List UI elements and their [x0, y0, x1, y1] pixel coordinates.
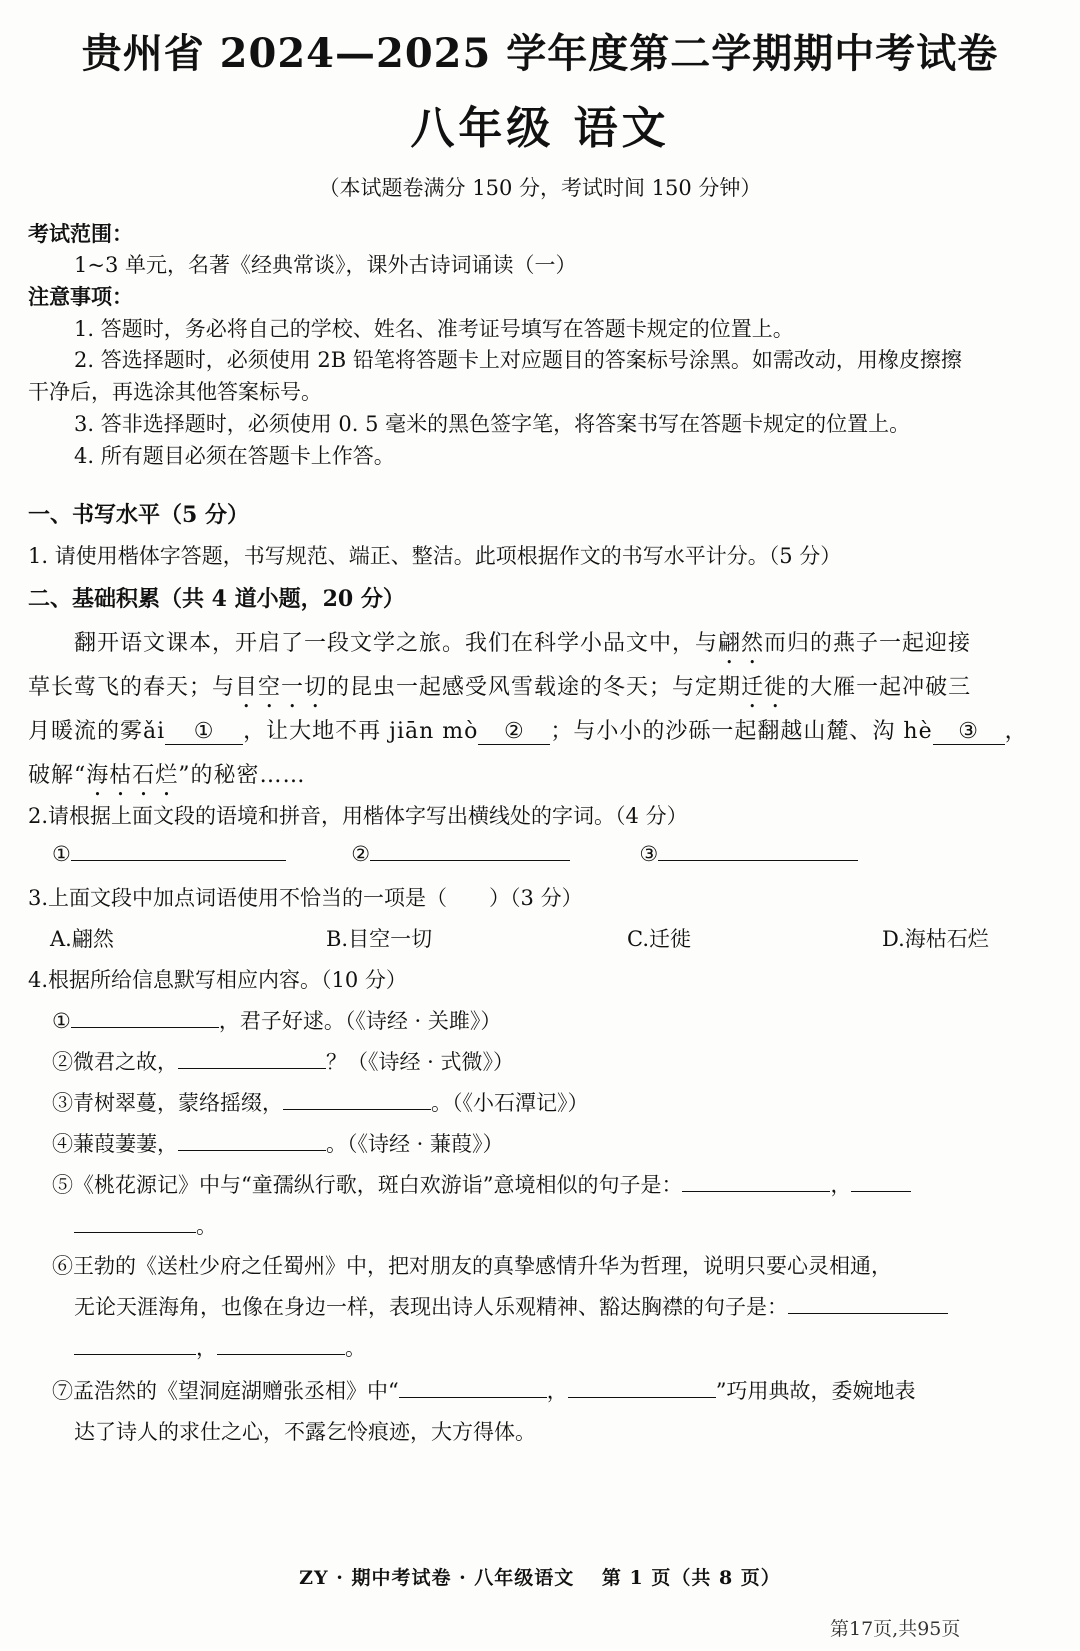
recite-item-6-cont2	[74, 1332, 1080, 1362]
item-text: ？（《诗经 · 式微》）	[326, 1050, 515, 1074]
answer-marker-3: ③	[639, 842, 659, 866]
passage-text: 破解“	[28, 763, 87, 788]
recite-blank[interactable]	[71, 1027, 219, 1028]
page-subtitle: 八年级 语文	[410, 103, 670, 154]
scope-label: 考试范围：	[28, 221, 133, 246]
item-text: ，	[830, 1173, 852, 1197]
item-text: ，君子好逑。（《诗经 · 关雎》）	[218, 1009, 502, 1033]
recite-blank[interactable]	[74, 1232, 196, 1233]
page-footer: ZY · 期中考试卷 · 八年级语文 第 1 页（共 8 页）	[299, 1567, 781, 1589]
recite-item-7-cont: 达了诗人的求仕之心，不露乞怜痕迹，大方得体。	[74, 1420, 536, 1444]
passage-text: 的大雁一起冲破三	[787, 675, 972, 700]
passage-line-2	[28, 670, 1058, 713]
recite-blank[interactable]	[178, 1150, 326, 1151]
item-text: ⑤《桃花源记》中与“童孺纵行歌，斑白欢游诣”意境相似的句子是：	[52, 1173, 683, 1197]
recite-item-6: ⑥王勃的《送杜少府之任蜀州》中，把对朋友的真挚感情升华为哲理，说明只要心灵相通，	[52, 1254, 892, 1278]
item-text: ③青树翠蔓，蒙络摇缀，	[52, 1091, 283, 1115]
recite-item-5-cont	[74, 1210, 1080, 1240]
passage-text: ；与小小的沙砾一起翻越山麓、沟 hè	[550, 719, 933, 744]
option-b[interactable]: B.目空一切	[326, 927, 433, 951]
notes-label: 注意事项：	[28, 284, 133, 309]
item-text: 。（《诗经 · 蒹葭》）	[326, 1132, 504, 1156]
passage-line-4	[28, 758, 1058, 801]
dotted-word-3: 迁徙	[741, 675, 788, 700]
item-text: ⑦孟浩然的《望洞庭湖赠张丞相》中“	[52, 1379, 399, 1403]
recite-item-7	[52, 1375, 1080, 1405]
item-text: ④蒹葭萋萋，	[52, 1132, 178, 1156]
recite-item-4	[52, 1128, 1080, 1158]
answer-blank-1[interactable]	[71, 860, 286, 861]
recite-blank[interactable]	[74, 1354, 196, 1355]
option-a[interactable]: A.翩然	[50, 927, 114, 951]
question-2-answers	[52, 842, 1080, 866]
item-text: 无论天涯海角，也像在身边一样，表现出诗人乐观精神、豁达胸襟的句子是：	[74, 1295, 788, 1319]
exam-info: （本试题卷满分 150 分，考试时间 150 分钟）	[318, 176, 762, 200]
note-item-3: 3. 答非选择题时，必须使用 0. 5 毫米的黑色签字笔，将答案书写在答题卡规定的位置上。	[74, 412, 911, 436]
recite-blank[interactable]	[851, 1191, 911, 1192]
answer-blank-2[interactable]	[370, 860, 570, 861]
note-item-2: 2. 答选择题时，必须使用 2B 铅笔将答题卡上对应题目的答案标号涂黑。如需改动，用橡皮擦擦	[74, 348, 962, 372]
passage-line-3	[28, 714, 1058, 745]
question-4: 4.根据所给信息默写相应内容。（10 分）	[28, 968, 407, 992]
item-text: ，	[546, 1379, 568, 1403]
passage-blank-1[interactable]: ①	[165, 719, 243, 745]
passage-text: 草长莺飞的春天；与	[28, 675, 236, 700]
recite-item-5	[52, 1169, 1080, 1199]
item-text: ②微君之故，	[52, 1050, 178, 1074]
item-text: 。（《小石潭记》）	[431, 1091, 589, 1115]
item-text: ”巧用典故，委婉地表	[715, 1379, 916, 1403]
passage-text: 的昆虫一起感受风雪载途的冬天；与定期	[327, 675, 742, 700]
answer-marker-2: ②	[351, 842, 371, 866]
answer-marker-1: ①	[52, 842, 71, 866]
question-3: 3.上面文段中加点词语使用不恰当的一项是（ ）（3 分）	[28, 886, 583, 910]
answer-blank-3[interactable]	[658, 860, 858, 861]
recite-blank[interactable]	[178, 1068, 326, 1069]
option-c[interactable]: C.迁徙	[627, 927, 691, 951]
recite-blank[interactable]	[217, 1354, 345, 1355]
section-2-heading: 二、基础积累（共 4 道小题，20 分）	[28, 586, 405, 612]
passage-line-1	[74, 626, 1080, 669]
item-text: 。	[345, 1336, 366, 1360]
passage-text: 翻开语文课本，开启了一段文学之旅。我们在科学小品文中，与	[74, 631, 719, 656]
scope-content: 1~3 单元，名著《经典常谈》，课外古诗词诵读（一）	[74, 253, 577, 277]
dotted-word-4: 海枯石烂	[86, 763, 179, 788]
recite-blank[interactable]	[283, 1109, 431, 1110]
item-text: 。	[196, 1214, 217, 1238]
recite-blank[interactable]	[399, 1397, 547, 1398]
passage-blank-2[interactable]: ②	[478, 719, 550, 745]
passage-text: ，让大地不再 jiān mò	[243, 719, 479, 744]
recite-blank[interactable]	[788, 1313, 948, 1314]
note-item-4: 4. 所有题目必须在答题卡上作答。	[74, 444, 395, 468]
passage-blank-3[interactable]: ③	[933, 719, 1005, 745]
passage-text: ”的秘密……	[178, 763, 306, 788]
note-item-2-cont: 干净后，再选涂其他答案标号。	[28, 380, 322, 404]
recite-item-1	[52, 1005, 1080, 1035]
item-text: ①	[52, 1009, 71, 1033]
page-title: 贵州省 2024—2025 学年度第二学期期中考试卷	[81, 30, 999, 77]
recite-item-2	[52, 1046, 1080, 1076]
section-1-heading: 一、书写水平（5 分）	[28, 502, 249, 528]
recite-item-3	[52, 1087, 1080, 1117]
recite-blank[interactable]	[682, 1191, 830, 1192]
recite-item-6-cont	[74, 1291, 1080, 1321]
dotted-word-2: 目空一切	[235, 675, 328, 700]
note-item-1: 1. 答题时，务必将自己的学校、姓名、准考证号填写在答题卡规定的位置上。	[74, 317, 794, 341]
question-1: 1. 请使用楷体字答题，书写规范、端正、整洁。此项根据作文的书写水平计分。（5 分）	[28, 544, 842, 568]
question-2: 2.请根据上面文段的语境和拼音，用楷体字写出横线处的字词。（4 分）	[28, 804, 688, 828]
option-d[interactable]: D.海枯石烂	[882, 927, 989, 951]
dotted-word-1: 翩然	[718, 631, 765, 656]
recite-blank[interactable]	[568, 1397, 716, 1398]
passage-text: 而归的燕子一起迎接	[764, 631, 972, 656]
page-count: 第17页,共95页	[830, 1618, 961, 1640]
passage-text: 月暖流的雾ǎi	[28, 719, 166, 744]
passage-text: ，	[1004, 719, 1028, 744]
item-text: ，	[196, 1336, 217, 1360]
